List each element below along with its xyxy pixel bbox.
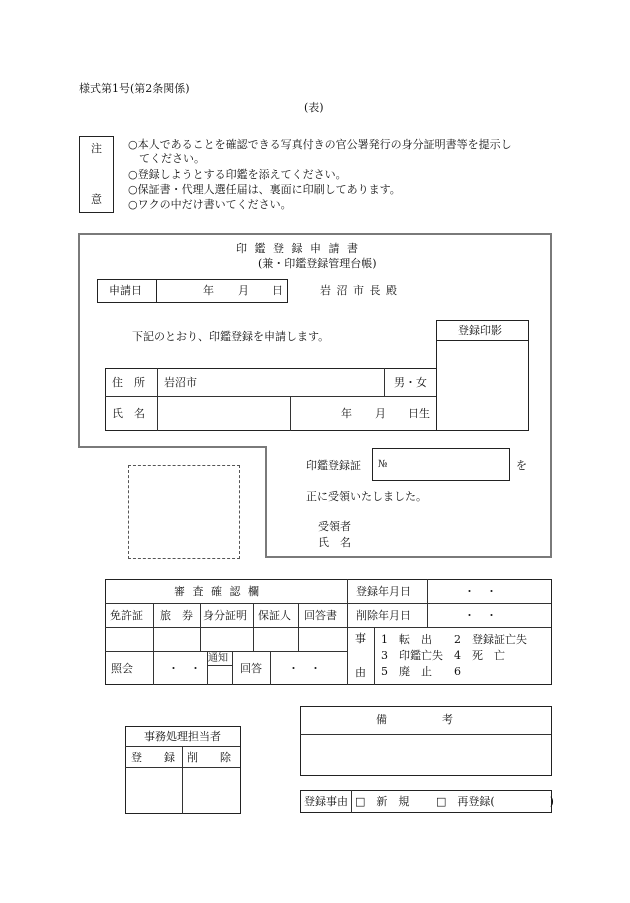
reg-date-value[interactable]: ・ ・ — [464, 585, 497, 598]
col-license: 免許証 — [110, 609, 143, 622]
answer-div — [270, 651, 271, 685]
answer-date[interactable]: ・ ・ — [288, 662, 321, 675]
frame-inner-left — [265, 446, 267, 557]
review-title: 審 査 確 認 欄 — [174, 585, 261, 598]
reg-reason-divider — [351, 790, 352, 813]
col-passport: 旅 券 — [160, 609, 193, 622]
application-date-label: 申請日 — [109, 284, 142, 297]
reason-line-2: 3 印鑑亡失 4 死 亡 — [381, 649, 505, 662]
check-passport[interactable] — [154, 628, 200, 650]
address-label: 住 所 — [112, 376, 145, 389]
staff-title: 事務処理担当者 — [144, 730, 221, 743]
notice-label: 通知 — [208, 653, 228, 664]
notice-div-right — [232, 651, 233, 685]
date-divider — [156, 279, 157, 303]
seal-header-line — [436, 340, 529, 341]
frame-right — [550, 233, 552, 557]
gender-field[interactable]: 男・女 — [394, 376, 427, 389]
frame-mid-bottom — [78, 446, 267, 448]
staff-register-label: 登 録 — [131, 751, 175, 764]
registered-seal-label: 登録印影 — [458, 324, 502, 337]
received-text: 正に受領いたしました。 — [306, 490, 427, 503]
date-day: 日 — [272, 284, 283, 297]
inquiry-label: 照会 — [111, 662, 133, 675]
reg-reason-new[interactable]: □ 新 規 — [355, 795, 410, 808]
date-year: 年 — [203, 284, 214, 297]
notice-line-3: ○登録しようとする印鑑を添えてください。 — [128, 168, 347, 181]
check-license[interactable] — [106, 628, 153, 650]
notice-line-2: てください。 — [128, 152, 205, 165]
del-date-value[interactable]: ・ ・ — [464, 609, 497, 622]
birth-year: 年 — [341, 407, 352, 420]
birth-suffix: 日生 — [408, 407, 430, 420]
remarks-title: 備 考 — [376, 713, 453, 726]
birth-month: 月 — [375, 407, 386, 420]
staff-delete-field[interactable] — [183, 768, 240, 813]
reg-reason-label: 登録事由 — [304, 795, 348, 808]
cert-no-label: № — [378, 459, 388, 470]
form-side: (表) — [304, 101, 324, 114]
name-label: 氏 名 — [112, 407, 145, 420]
receiver-label: 受領者 — [318, 520, 351, 533]
frame-left — [78, 233, 80, 447]
address-value[interactable]: 岩沼市 — [164, 376, 197, 389]
reason-divider — [374, 627, 375, 685]
application-subtitle: (兼・印鑑登録管理台帳) — [258, 257, 377, 270]
name-field[interactable] — [158, 397, 289, 430]
check-id[interactable] — [201, 628, 253, 650]
application-statement: 下記のとおり、印鑑登録を申請します。 — [132, 330, 330, 343]
date-month: 月 — [238, 284, 249, 297]
notice-label-bottom: 意 — [91, 193, 102, 206]
photo-placeholder — [128, 465, 240, 559]
gender-divider — [384, 368, 385, 396]
check-answer-doc[interactable] — [299, 628, 347, 650]
inquiry-date[interactable]: ・ ・ — [168, 662, 201, 675]
frame-bottom — [265, 556, 552, 558]
del-date-label: 削除年月日 — [356, 609, 411, 622]
staff-register-field[interactable] — [126, 768, 182, 813]
review-row1 — [105, 603, 551, 604]
reg-date-label: 登録年月日 — [356, 585, 411, 598]
cert-label: 印鑑登録証 — [306, 459, 361, 472]
notice-label-top: 注 — [91, 142, 102, 155]
answer-label: 回答 — [240, 662, 262, 675]
notice-underline — [207, 665, 232, 666]
col-answer-doc: 回答書 — [304, 609, 337, 622]
staff-delete-label: 削 除 — [187, 751, 231, 764]
remarks-header-line — [300, 734, 551, 735]
reason-line-1: 1 転 出 2 登録証亡失 — [381, 633, 527, 646]
birth-divider — [290, 396, 291, 431]
col-id: 身分証明 — [203, 609, 247, 622]
reg-reason-re[interactable]: □ 再登録( ) — [436, 795, 554, 808]
frame-top — [78, 233, 552, 235]
review-date-divider — [427, 579, 428, 627]
check-guarantor[interactable] — [254, 628, 298, 650]
notice-line-1: ○本人であることを確認できる写真付きの官公署発行の身分証明書等を提示し — [128, 138, 512, 151]
review-main-divider — [347, 579, 348, 685]
cert-suffix: を — [516, 459, 527, 472]
reason-label-top: 事 — [355, 632, 366, 645]
notice-line-4: ○保証書・代理人選任届は、裏面に印刷してあります。 — [128, 183, 401, 196]
receiver-name-label: 氏 名 — [318, 536, 351, 549]
reason-line-3: 5 廃 止 6 — [381, 665, 461, 678]
cert-number-field[interactable] — [372, 448, 510, 481]
form-number: 様式第1号(第2条関係) — [79, 82, 190, 95]
reason-label-bottom: 由 — [355, 666, 366, 679]
review-row3 — [105, 651, 347, 652]
notice-line-5: ○ワクの中だけ書いてください。 — [128, 198, 292, 211]
application-title: 印 鑑 登 録 申 請 書 — [236, 242, 360, 255]
col-guarantor: 保証人 — [258, 609, 291, 622]
addressee: 岩 沼 市 長 殿 — [320, 284, 398, 297]
